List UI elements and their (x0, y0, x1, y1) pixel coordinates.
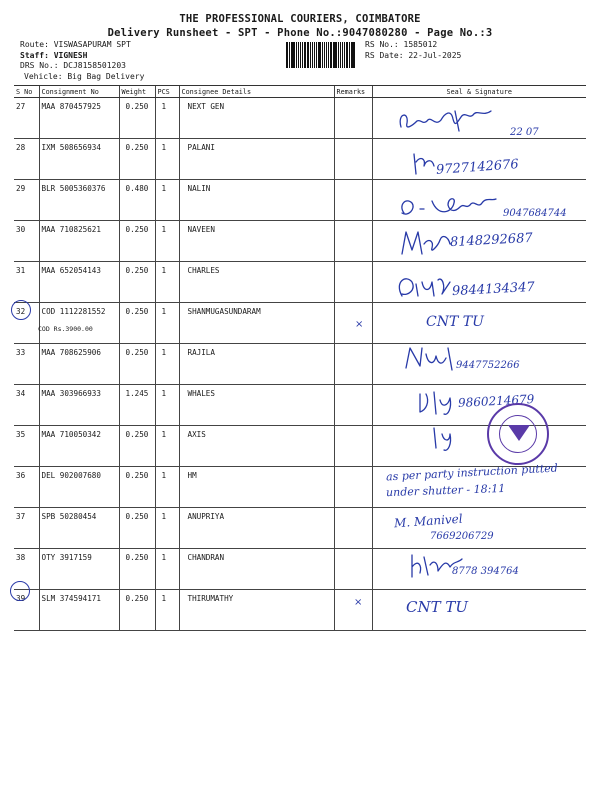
cell-consignee: ANUPRIYA (179, 508, 334, 549)
cell-pcs: 1 (155, 426, 179, 467)
stamp-logo-icon (508, 425, 530, 441)
barcode-bar (352, 42, 355, 68)
cell-signature (372, 590, 586, 631)
cell-remarks (334, 139, 372, 180)
page-title: THE PROFESSIONAL COURIERS, COIMBATORE (179, 13, 421, 25)
cell-weight: 0.250 (119, 467, 155, 508)
barcode-bar (318, 42, 321, 68)
cell-remarks (334, 467, 372, 508)
barcode (286, 42, 356, 68)
vehicle-text: Vehicle: Big Bag Delivery (24, 71, 145, 81)
barcode-bar (312, 42, 313, 68)
hw-name-37: M. Manivel (393, 511, 464, 531)
hw-phone-34: 9860214679 (457, 392, 535, 410)
cell-pcs: 1 (155, 98, 179, 139)
cell-pcs: 1 (155, 139, 179, 180)
cell-sno: 38 (14, 549, 39, 590)
signature-29 (396, 193, 506, 223)
barcode-bar (334, 42, 337, 68)
hw-note-39: CNT TU (406, 598, 469, 616)
cell-consignee: AXIS (179, 426, 334, 467)
cell-sno: 33 (14, 344, 39, 385)
cell-consignment-no: DEL 902007680 (39, 467, 119, 508)
hw-phone-37: 7669206729 (430, 531, 494, 542)
cell-pcs: 1 (155, 344, 179, 385)
hw-phone-33: 9447752266 (456, 360, 520, 371)
barcode-bar (338, 42, 339, 68)
cell-remarks (334, 98, 372, 139)
hw-phone-28: 9727142676 (435, 157, 520, 178)
cell-sno: 27 (14, 98, 39, 139)
barcode-bar (346, 42, 348, 68)
hw-note-32: CNT TU (426, 314, 484, 330)
barcode-bar (324, 42, 326, 68)
cell-consignment-no: MAA 303966933 (39, 385, 119, 426)
cell-sno: 35 (14, 426, 39, 467)
col-sno: S No (14, 86, 39, 98)
cell-consignment-no: MAA 652054143 (39, 262, 119, 303)
cell-weight: 0.250 (119, 221, 155, 262)
col-consignee: Consignee Details (179, 86, 334, 98)
cell-consignee: WHALES (179, 385, 334, 426)
barcode-bar (349, 42, 350, 68)
barcode-bar (300, 42, 301, 68)
remark-x-32: × (355, 319, 364, 330)
cell-consignment-no: IXM 508656934 (39, 139, 119, 180)
barcode-bar (333, 42, 334, 68)
page-subtitle: Delivery Runsheet - SPT - Phone No.:9047080280 - Page No.:3 (107, 27, 493, 39)
rs-no-text: RS No.: 1585012 (365, 40, 438, 49)
cell-consignee: HM (179, 467, 334, 508)
cell-consignment-no: MAA 710050342 (39, 426, 119, 467)
col-weight: Weight (119, 86, 155, 98)
barcode-bar (328, 42, 329, 68)
hw-phone-30: 8148292687 (449, 230, 534, 251)
cell-pcs: 1 (155, 590, 179, 631)
cell-consignment-no: SLM 374594171 (39, 590, 119, 631)
signature-30 (398, 226, 458, 258)
cell-pcs: 1 (155, 180, 179, 221)
barcode-bar (292, 42, 295, 68)
cell-remarks (334, 303, 372, 344)
barcode-bar (307, 42, 310, 68)
barcode-bar (344, 42, 345, 68)
hw-remark-36a: as per party instruction putted (385, 461, 559, 484)
hw-date-27: 22 07 (510, 127, 539, 138)
cell-pcs: 1 (155, 385, 179, 426)
barcode-bar (291, 42, 292, 68)
cell-consignee: SHANMUGASUNDARAM (179, 303, 334, 344)
signature-33 (402, 344, 460, 374)
barcode-bar (298, 42, 300, 68)
cell-consignment-no: SPB 50280454 (39, 508, 119, 549)
col-remarks: Remarks (334, 86, 372, 98)
cell-weight: 0.480 (119, 180, 155, 221)
cell-sno: 28 (14, 139, 39, 180)
signature-35 (428, 424, 458, 452)
barcode-bar (342, 42, 344, 68)
row-39-circle (10, 581, 30, 601)
barcode-bar (302, 42, 303, 68)
cell-consignee: NALIN (179, 180, 334, 221)
barcode-bar (340, 42, 341, 68)
cell-weight: 0.250 (119, 303, 155, 344)
col-consignment: Consignment No (39, 86, 119, 98)
rs-date-text: RS Date: 22-Jul-2025 (365, 50, 462, 60)
remark-x-39: × (354, 597, 363, 608)
cell-pcs: 1 (155, 262, 179, 303)
staff-text: Staff: VIGNESH (20, 50, 88, 60)
cell-weight: 0.250 (119, 98, 155, 139)
cell-consignee: NEXT GEN (179, 98, 334, 139)
cell-consignment-no: OTY 3917159 (39, 549, 119, 590)
cell-sno: 36 (14, 467, 39, 508)
cell-consignee: NAVEEN (179, 221, 334, 262)
row-32-circle (11, 300, 31, 320)
col-pcs: PCS (155, 86, 179, 98)
cell-remarks (334, 221, 372, 262)
cell-remarks (334, 385, 372, 426)
cell-consignment-no: MAA 708625906 (39, 344, 119, 385)
cell-weight: 0.250 (119, 508, 155, 549)
cell-sno: 32 (14, 303, 39, 344)
barcode-bar (286, 42, 288, 68)
cell-remarks (334, 508, 372, 549)
cell-weight: 0.250 (119, 549, 155, 590)
col-signature: Seal & Signature (372, 86, 586, 98)
signature-34 (414, 388, 464, 418)
barcode-bar (330, 42, 332, 68)
barcode-bar (322, 42, 323, 68)
cell-consignment-no: MAA 870457925 (39, 98, 119, 139)
bank-stamp (487, 403, 549, 465)
barcode-bar (316, 42, 317, 68)
meta-left (20, 40, 144, 82)
cell-consignee: CHARLES (179, 262, 334, 303)
cell-remarks (334, 549, 372, 590)
cell-pcs: 1 (155, 221, 179, 262)
cell-sno: 39 (14, 590, 39, 631)
route-text: Route: VISWASAPURAM SPT (20, 40, 131, 49)
drs-text: DRS No.: DCJ8158501203 (20, 61, 126, 70)
cell-remarks (334, 344, 372, 385)
cell-weight: 0.250 (119, 426, 155, 467)
cell-consignee: PALANI (179, 139, 334, 180)
cell-consignee: RAJILA (179, 344, 334, 385)
cell-consignment-no: MAA 710825621 (39, 221, 119, 262)
hw-remark-36b: under shutter - 18:11 (385, 481, 506, 500)
barcode-bar (351, 42, 352, 68)
cell-weight: 0.250 (119, 139, 155, 180)
table-row (14, 590, 586, 631)
cell-sno: 31 (14, 262, 39, 303)
hw-phone-29: 9047684744 (503, 208, 567, 219)
cell-consignment-no: BLR 5005360376 (39, 180, 119, 221)
barcode-bar (310, 42, 311, 68)
signature-27 (395, 105, 505, 140)
hw-phone-38: 8778 394764 (452, 566, 519, 577)
table-header-row (14, 86, 586, 98)
cell-pcs: 1 (155, 549, 179, 590)
cell-weight: 0.250 (119, 262, 155, 303)
cell-weight: 1.245 (119, 385, 155, 426)
cell-sno: 37 (14, 508, 39, 549)
cell-remarks (334, 426, 372, 467)
cell-consignee: CHANDRAN (179, 549, 334, 590)
barcode-bar (296, 42, 297, 68)
table-row (14, 508, 586, 549)
cell-consignment-no: COD 1112281552 (39, 303, 119, 344)
barcode-bar (289, 42, 290, 68)
cell-remarks (334, 180, 372, 221)
cell-weight: 0.250 (119, 590, 155, 631)
cell-pcs: 1 (155, 303, 179, 344)
cell-remarks (334, 262, 372, 303)
barcode-bar (314, 42, 316, 68)
cell-weight: 0.250 (119, 344, 155, 385)
cell-sno: 34 (14, 385, 39, 426)
cell-pcs: 1 (155, 467, 179, 508)
cell-remarks (334, 590, 372, 631)
cell-consignee: THIRUMATHY (179, 590, 334, 631)
table-row (14, 303, 586, 344)
cell-signature (372, 426, 586, 467)
meta-right (365, 40, 461, 61)
cell-sno: 30 (14, 221, 39, 262)
cell-sno: 29 (14, 180, 39, 221)
hw-phone-31: 9844134347 (451, 279, 536, 300)
cod-amount: COD Rs.3900.00 (38, 325, 93, 333)
barcode-bar (326, 42, 327, 68)
cell-pcs: 1 (155, 508, 179, 549)
barcode-bar (304, 42, 306, 68)
